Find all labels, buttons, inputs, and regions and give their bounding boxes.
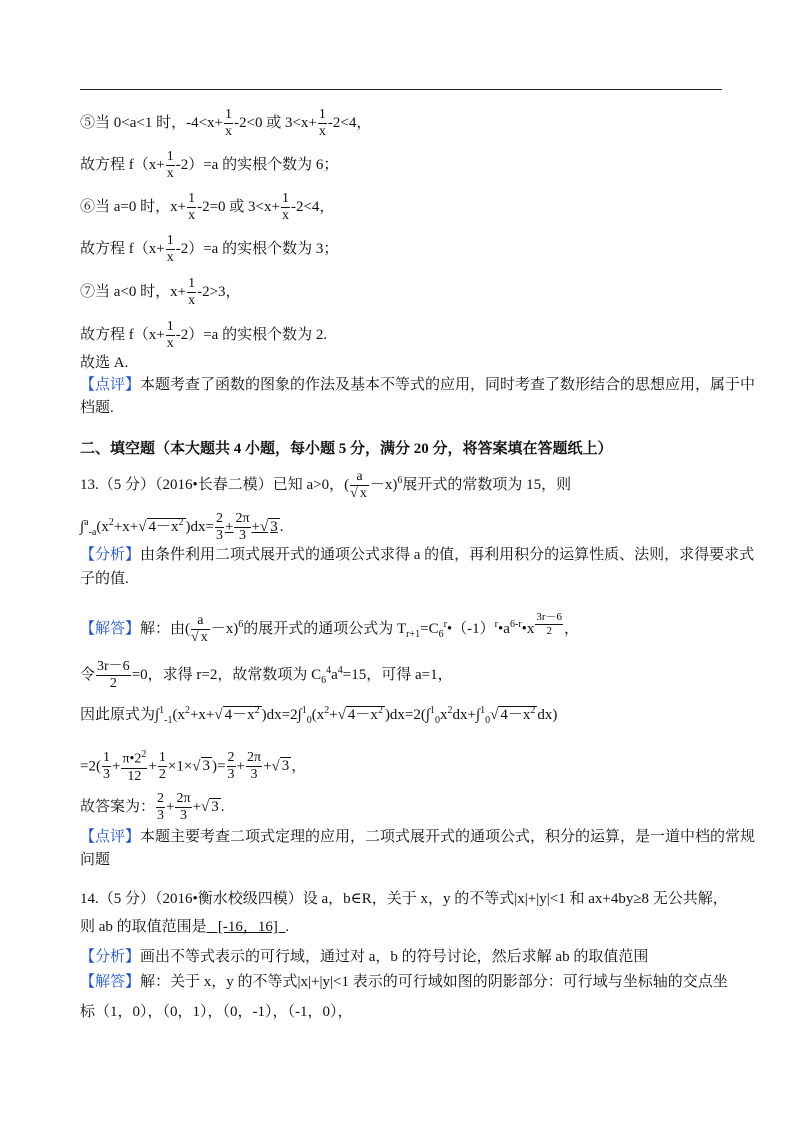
q13-answer: 故答案为： $\frac{2}{3}$ + $\frac{2\pi}{3}$ +√ 3 . <box>80 791 225 823</box>
answer-choice: 故选 A. <box>80 355 129 371</box>
case-5-conclusion: 故方程 f（x+ $\frac{1}{x}$ -2）=a 的实根个数为 6； <box>80 149 339 181</box>
q14-solution-line1: 【解答】解：关于 x，y 的不等式|x|+|y|<1 表示的可行域如图的阴影部分：可行域与坐标轴的交点坐 <box>80 974 728 990</box>
q13-analysis-line1: 【分析】由条件利用二项式展开式的通项公式求得 a 的值，再利用积分的运算性质、法则，求得要求式 <box>80 547 755 563</box>
q14-analysis: 【分析】画出不等式表示的可行域，通过对 a，b 的符号讨论，然后求解 ab 的取值范围 <box>80 949 649 965</box>
case-7-line: ⑦当 a<0 时，x+ $\frac{1}{x}$ -2>3， <box>80 276 241 308</box>
q13-comment-line2: 问题 <box>80 852 111 868</box>
case-6-conclusion: 故方程 f（x+ $\frac{1}{x}$ -2）=a 的实根个数为 3； <box>80 233 339 265</box>
case-5-line: ⑤当 0<a<1 时，-4<x+ $\frac{1}{x}$ -2<0 或 3<x+ $\frac{1}{x}$ -2<4， <box>80 107 372 139</box>
q14-stem-line2: 则 ab 的取值范围是 [-16，16] . <box>80 919 290 935</box>
section-heading: 二、填空题（本大题共 4 小题，每小题 5 分，满分 20 分，将答案填在答题纸上） <box>80 441 613 457</box>
q14-stem-line1: 14.（5 分）（2016•衡水校级四模）设 a，b∈R，关于 x，y 的不等式|x|+|y|<1 和 ax+4by≥8 无公共解， <box>80 891 728 907</box>
q13-comment-line1: 【点评】本题主要考查二项式定理的应用，二项式展开式的通项公式，积分的运算，是一道中档的常规 <box>80 829 756 845</box>
q13-solution-line4: =2( $\frac{1}{3}$ + $\frac{\pi•2^2}{12}$ + $\frac{1}{2}$ ×1×√ 3 )= $\frac{2}{3}$ + $\frac{2\pi}{3}$ +√ 3 ， <box>80 749 307 784</box>
q13-solution-line2: 令 $\frac{3r-6}{2}$ =0，求得 r=2，故常数项为 $C_6^4a^4=15$，可得 a=1， <box>80 659 453 691</box>
case-6-line: ⑥当 a=0 时，x+ $\frac{1}{x}$ -2=0 或 3<x+ $\frac{1}{x}$ -2<4， <box>80 191 335 223</box>
q14-solution-line2: 标（1，0），（0，1），（0，-1），（-1，0）， <box>80 1004 353 1020</box>
comment-12-line1: 【点评】本题考查了函数的图象的作法及基本不等式的应用，同时考查了数形结合的思想应用，属于中 <box>80 377 756 393</box>
q13-integral: $\int^a_{-a}(x^2+x+√$ $4-x^2$ )dx= $\frac{2}{3}$ + $\frac{2\pi}{3}$ +√ 3 . <box>80 511 284 543</box>
q13-stem: 13.（5 分）（2016•长春二模）已知 a>0，( $\frac{a}{√ x}$ －x)$^6$展开式的常数项为 15，则 <box>80 469 572 501</box>
case-7-conclusion: 故方程 f（x+ $\frac{1}{x}$ -2）=a 的实根个数为 2. <box>80 319 328 351</box>
q13-analysis-line2: 子的值. <box>80 571 129 587</box>
q13-solution-line3: 因此原式为$\int^1_{-1}(x^2+x+√$ $4-x^2$ )$dx=2\int^1_0(x^2+√$ $4-x^2$ )$dx=2(\int^1_0x^2dx+\int^1_0√$ $4-x^2$ dx) <box>80 705 558 726</box>
header-rule <box>80 89 722 90</box>
comment-12-line2: 档题. <box>80 400 114 416</box>
q13-solution-line1: 【解答】解：由( $\frac{a}{√ x}$ －x)$^6$的展开式的通项公式为 $T_{r+1}=C_6^r•(-1)^r•a^{6-r}•x$ $^{\frac{3r-6}{2}}$ ， <box>80 611 580 645</box>
